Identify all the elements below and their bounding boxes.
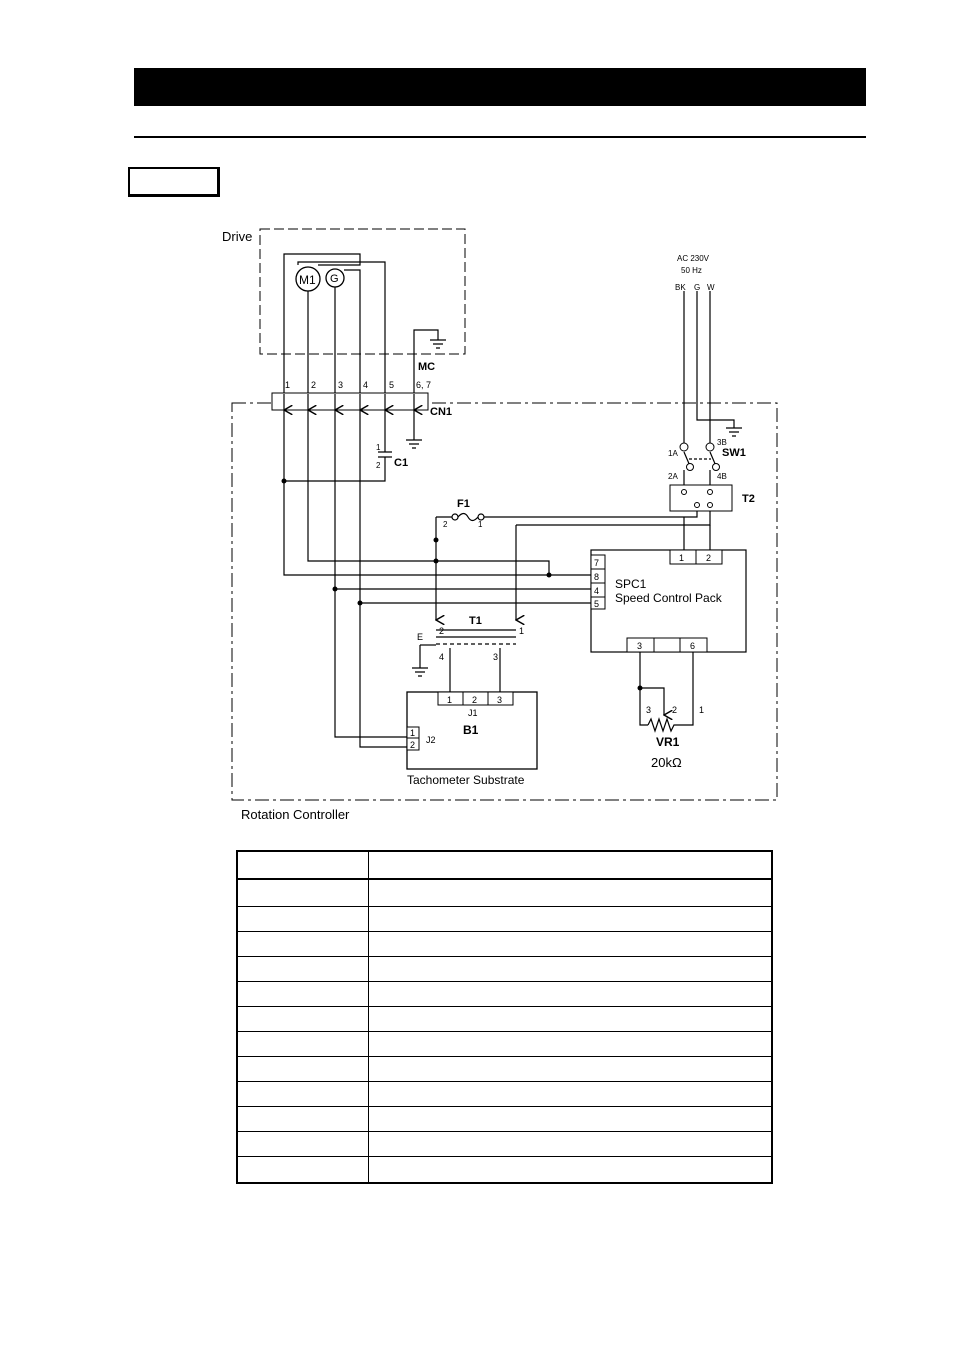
wire-w: W xyxy=(707,283,715,292)
cn1-pin-67: 6, 7 xyxy=(416,380,432,390)
table-row xyxy=(238,1081,771,1082)
drive-box xyxy=(260,229,465,354)
j2-label: J2 xyxy=(426,735,436,745)
svg-text:G: G xyxy=(330,273,339,285)
t1-pin-4: 4 xyxy=(439,652,445,662)
svg-text:M1: M1 xyxy=(299,273,316,287)
j1-pin-1: 1 xyxy=(447,695,453,705)
parts-table-header xyxy=(238,852,771,880)
c1-label: C1 xyxy=(394,457,409,469)
t1-pin-1: 1 xyxy=(519,626,525,636)
cn1-pin-3: 3 xyxy=(338,380,344,390)
table-row xyxy=(238,1056,771,1057)
b1-label: B1 xyxy=(463,723,479,737)
parts-table-column-divider xyxy=(368,852,369,1182)
sw1-label: SW1 xyxy=(722,447,746,459)
sw1-pin-2a: 2A xyxy=(668,472,678,481)
f1-pin-1: 1 xyxy=(478,520,483,529)
cn1-pin-1: 1 xyxy=(285,380,291,390)
spc1-side-pin-5: 5 xyxy=(594,599,600,609)
cn1-pin-5: 5 xyxy=(389,380,395,390)
j1-pin-3: 3 xyxy=(497,695,503,705)
spc1-side-pin-8: 8 xyxy=(594,572,600,582)
t1-pin-e: E xyxy=(417,632,424,642)
vr1-label: VR1 xyxy=(656,735,680,749)
t1-pin-3: 3 xyxy=(493,652,499,662)
table-row xyxy=(238,906,771,907)
wire-g: G xyxy=(694,283,701,292)
table-row xyxy=(238,956,771,957)
sw1-pin-3b: 3B xyxy=(717,438,727,447)
cn1-pin-4: 4 xyxy=(363,380,369,390)
vr1-pin-2: 2 xyxy=(672,705,678,715)
parts-table xyxy=(236,850,773,1184)
table-row xyxy=(238,1031,771,1032)
spc1-label: SPC1 xyxy=(615,577,647,591)
spc1-bottom-pin-6: 6 xyxy=(690,641,696,651)
drive-label: Drive xyxy=(222,229,253,244)
table-row xyxy=(238,1131,771,1132)
sw1-pin-4b: 4B xyxy=(717,472,727,481)
table-row xyxy=(238,1156,771,1157)
table-row xyxy=(238,981,771,982)
b1-name: Tachometer Substrate xyxy=(407,773,525,787)
t1-label: T1 xyxy=(469,615,482,627)
j1-pin-2: 2 xyxy=(472,695,478,705)
t2-label: T2 xyxy=(742,493,755,505)
power-voltage: AC 230V xyxy=(677,254,710,263)
c1-pin-2: 2 xyxy=(376,461,381,470)
mc-label: MC xyxy=(418,361,436,373)
table-row xyxy=(238,931,771,932)
generator-g xyxy=(326,269,344,287)
sw1-pin-1a: 1A xyxy=(668,449,678,458)
junction-dots xyxy=(282,479,643,691)
c1-pin-1: 1 xyxy=(376,443,381,452)
cn1-label: CN1 xyxy=(430,406,453,418)
j2-pin-2: 2 xyxy=(410,740,416,750)
controller-label: Rotation Controller xyxy=(241,807,350,822)
vr1-value: 20kΩ xyxy=(651,755,682,770)
spc1-name: Speed Control Pack xyxy=(615,591,722,605)
cn1-pin-2: 2 xyxy=(311,380,317,390)
j2-pin-1: 1 xyxy=(410,728,416,738)
spc1-side-pin-4: 4 xyxy=(594,586,600,596)
wire-bk: BK xyxy=(675,283,686,292)
table-row xyxy=(238,1106,771,1107)
f1-pin-2: 2 xyxy=(443,520,448,529)
power-frequency: 50 Hz xyxy=(681,266,702,275)
t1-pin-2: 2 xyxy=(439,626,445,636)
spc1-bottom-pin-3: 3 xyxy=(637,641,643,651)
f1-label: F1 xyxy=(457,498,470,510)
table-row xyxy=(238,1006,771,1007)
vr1-pin-3: 3 xyxy=(646,705,652,715)
t2-terminal xyxy=(670,485,732,511)
j1-label: J1 xyxy=(468,708,478,718)
cn1-connector xyxy=(272,393,428,410)
spc1-side-pin-7: 7 xyxy=(594,558,600,568)
spc1-top-pin-1: 1 xyxy=(679,553,685,563)
vr1-pin-1: 1 xyxy=(699,705,705,715)
motor-m1 xyxy=(296,267,320,291)
spc1-top-pin-2: 2 xyxy=(706,553,712,563)
